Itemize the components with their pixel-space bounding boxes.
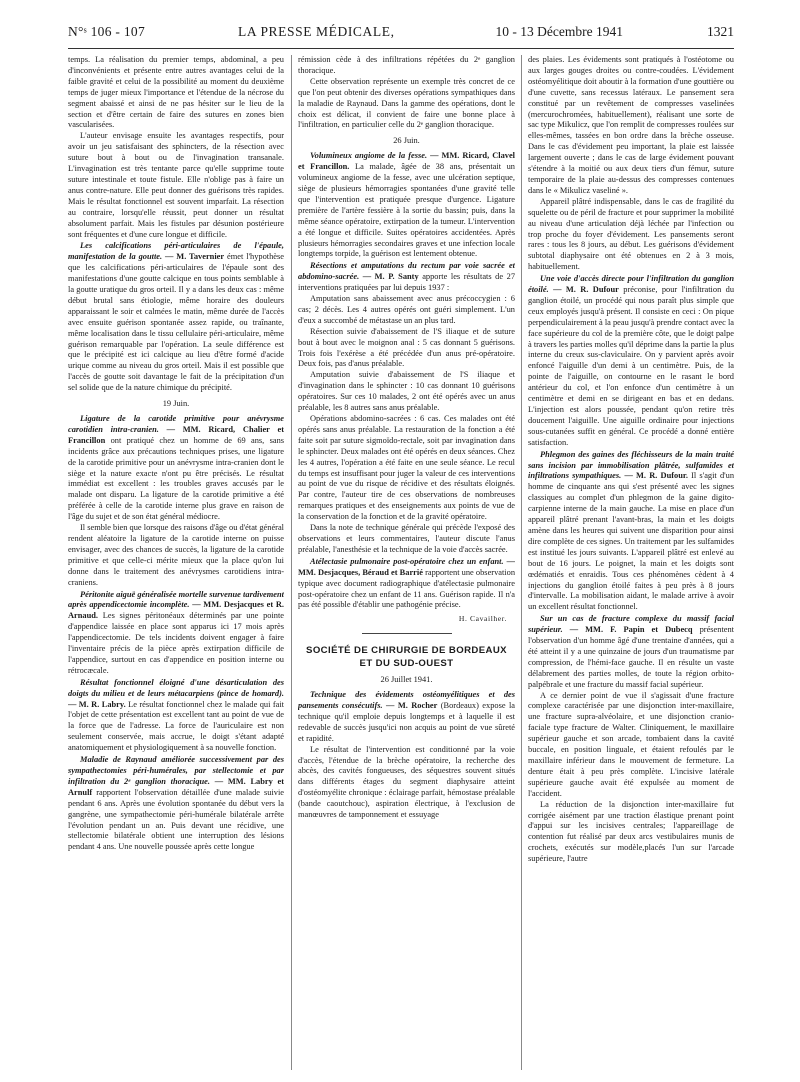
paragraph: Appareil plâtré indispensable, dans le cas de fragilité du squelette ou de péril de fracture et pour supprimer la mobilité au niveau d'une articulation déjà léchée par l'infection ou trop proche du foyer d'évidement. Les pansements seront rares : tous les 8 jours, au début. Les guérisons d'évidement subtotal diaphysaire ont été obtenues en 2 à 3 mois, habituellement. [528, 196, 734, 272]
article-author: — M. Rocher [386, 701, 438, 711]
article-title: Résections et amputations du rectum par voie sacrée et abdomino-sacrée. [298, 261, 515, 282]
article-ganglion-etoile [528, 274, 734, 449]
article-title: Sur un cas de fracture complexe du massif facial supérieur. [528, 614, 734, 635]
article-author: — MM. Ricard, Clavel et Francillon. [298, 151, 515, 172]
article-author: — MM. Desjacques, Béraud et Barrié [298, 556, 515, 577]
article-text: Le résultat fonctionnel chez le malade qui fait l'objet de cette présentation est excellent tant au point de vue de la force que de l'adresse. La force de l'auriculaire est non seulement conservée, mais accrue, le doigt s'étant adapté anatomiquement et physiologiquement à sa nouvelle fonction. [68, 699, 284, 753]
article-title: Technique des évidements ostéomyélitiques et des pansements consécutifs. [298, 690, 515, 711]
article-title: Une voie d'accès directe pour l'infiltration du ganglion étoilé. [528, 274, 734, 295]
article-fracture-massif-facial [528, 614, 734, 690]
article-desarticulation [68, 678, 284, 754]
article-title: Volumineux angiome de la fesse. [310, 151, 428, 161]
article-text: rapportent une observation typique avec document radiographique d'atélectasie pulmonaire post-opératoire chez un enfant de 11 ans. Guérison rapide. Il n'a pas été possible d'établir une pathogénie précise. [298, 567, 515, 610]
society-region: ET DU SUD-OUEST [359, 658, 454, 670]
article-peritonite [68, 590, 284, 677]
article-angiome [298, 151, 515, 260]
article-text: émet l'hypothèse que les calcifications péri-articulaires de l'épaule sont des manifestations d'une goutte calcique en tous points semblable à la goutte uratique du gros orteil. Il y a dans les deux cas : même début brutal sans étiologie, même horaire des douleurs apparaissant le soir et calmées le matin, même durée de l'accès avec ensuite guérison spontanée assez rapide, ou traînante, même localisation dans le tissu cellulaire péri-articulaire, même guérison remarquable par l'opération. La seule différence est que le précipité est ici calcique au lieu d'être formé d'acide urique comme au niveau du gros orteil. Mais il est possible que l'accès de goutte soit davantage le fait de la précipitation d'un sel solide que de la nature chimique du précipité. [68, 252, 284, 393]
paragraph: La réduction de la disjonction inter-maxillaire fut corrigée aisément par une traction élastique prenant point d'appui sur les incisives centrales; l'appareillage de contention fut réalisé par deux arcs vestibulaires munis de crochets, exécutés sur modèle,placés l'un sur l'arcade supérieure, l'autre [528, 799, 734, 864]
article-phlegmon [528, 450, 734, 614]
column-2 [298, 55, 515, 1075]
article-raynaud [68, 755, 284, 853]
article-author: — MM. Ricard, Chalier et Francillon [68, 424, 284, 445]
article-text: apporte les résultats de 27 interventions pratiquées par lui depuis 1937 : [298, 272, 515, 293]
paragraph: A ce dernier point de vue il s'agissait d'une fracture complexe caractérisée par une disjonction inter-maxillaire, une fracture supra-alvéolaire, et une disjonction cranio-faciale type fracture de Walter. Cliniquement, le maxillaire supérieur gauche et son arcade, tombaient dans la cavité buccale, en position linguale, et étaient refoulés par le maxillaire inférieur dans le mouvement de fermeture. La denture était à peu près complète. L'incisive latérale supérieure gauche avait été expulsée au moment de l'accident. [528, 690, 734, 798]
article-calcifications [68, 241, 284, 394]
article-author: — MM. Desjacques et R. Arnaud. [68, 600, 284, 621]
article-text: préconise, pour l'infiltration du ganglion étoilé, un procédé qui nous paraît plus simple que ceux employés jusqu'à présent. Il consiste en ceci : On pique perpendiculairement à la peau jusqu'à prendre contact avec la face supérieure du col de la première côte, que le doigt palpe à travers les parties molles qu'il déprime dans la partie la plus interne du creux sus-claviculaire. On y parvient après avoir enfoncé l'aiguille d'un demi à un centimètre. Puis, de la pointe de l'aiguille, on contourne en le rasant le bord antérieur du col, et l'on enfonce d'un centimètre à un centimètre et demi en se dirigeant en bas et en dedans. L'injection est alors poussée, pendant qu'on retire très doucement l'aiguille. Une aiguille ordinaire pour injections sous-cutanées suffit en général. Ce procédé a donné entière satisfaction. [528, 285, 734, 447]
paragraph: rémission cède à des infiltrations répétées du 2ᵉ ganglion thoracique. [298, 55, 515, 75]
issue-date: 10 - 13 Décembre 1941 [495, 24, 623, 39]
paragraph: Cette observation représente un exemple très concret de ce que l'on peut obtenir des diverses opérations sympathiques dans la maladie de Raynaud. Dans la gamme des opérations, dont le choix est délicat, il convient de faire une bonne place à l'infiltration, en particulier celle du 2ᵉ ganglion thoracique. [298, 76, 515, 130]
paragraph: Dans la note de technique générale qui précède l'exposé des observations et leurs commentaires, l'auteur discute l'anus préalable, l'anesthésie et la technique de la voie d'accès sacrée. [298, 523, 515, 554]
article-text: Il s'agit d'un homme de cinquante ans qui s'est présenté avec les signes classiques au complet d'un phlegmon de la gaine digito-carpienne interne de la main gauche. La mise en place d'un appareil plâtré prenant l'avant-bras, la main et les doigts amène dans les heures qui suivent une disparition pour ainsi dire complète de ces signes. Un traitement par les sulfamides est institué les jours suivants. L'appareil plâtré est enlevé au bout de 16 jours. Le poignet, la main et les doigts sont œdématiés et enraidis. Tous ces phénomènes cèdent à 4 injections du ganglion étoilé faites à peu près à 8 jours d'intervalle. La mobilisation aidant, le malade arrive à avoir un excellent résultat fonctionnel. [528, 471, 734, 612]
session-date: 19 Juin. [162, 399, 190, 409]
session-date: 26 Juin. [393, 136, 420, 146]
article-resections-rectum [298, 261, 515, 294]
society-name: SOCIÉTÉ DE CHIRURGIE DE BORDEAUX [306, 645, 507, 657]
article-author: — M. P. Santy [362, 272, 419, 282]
page-header [68, 24, 734, 46]
article-text: présentent l'observation d'un homme âgé d'une trentaine d'années, qui a été atteint il y a une quinzaine de jours d'un traumatisme par compression, de l'hémi-face gauche. Il en résulte un vaste délabrement des parties molles, de toute la région orbito-palpébrale et une fracture du massif facial supérieur. [528, 625, 734, 689]
column-divider [521, 55, 522, 1070]
article-author: — MM. F. Papin et Dubecq [569, 625, 693, 635]
issue-number: N°ˢ 106 - 107 [68, 24, 146, 39]
page-number: 1321 [707, 24, 734, 39]
article-ligature-carotide [68, 414, 284, 523]
article-text: ont pratiqué chez un homme de 69 ans, sans incidents grâce aux précautions techniques prises, une ligature de la carotide primitive pour un anévrysme intra-cranien dont le siège et la nature exacte n'ont pu être précisés. Le résultat immédiat est excellent : les troubles graves accusés par le malade ont disparu. La ligature de la carotide primitive a été préférée à celle de la carotide interne plus grave en raison de l'âge du sujet et de son état général médiocre. [68, 435, 284, 522]
column-3 [528, 55, 734, 1075]
article-author: — M. Tavernier [165, 252, 225, 262]
article-author: — MM. Labry et Arnulf [68, 776, 284, 797]
article-text: (Bordeaux) expose la technique qu'il emploie depuis longtemps et à laquelle il est redevable de succès jusqu'ici non acquis au point de vue sûreté et rapidité. [298, 701, 515, 743]
article-atelectasie [298, 557, 515, 612]
paragraph: Amputation sans abaissement avec anus précoccygien : 6 cas; 2 décès. Les 4 autres opérés ont guéri simplement. L'un d'eux a succombé de métastase un an plus tard. [298, 294, 515, 325]
article-text: La malade, âgée de 38 ans, présentait un volumineux angiome de la fesse, avec une ulcération septique, siège de plusieurs hémorragies spontanées d'une gravité telle que l'intervention est pratiquée presque d'urgence. Ligature première de l'artère fessière à la sortie du bassin; puis, dans la même séance opératoire, extirpation de la tumeur. L'intervention a été longue et difficile. Suites opératoires accidentées. Après plusieurs hémorragies secondaires graves et une infection locale longtemps torpide, la guérison est lentement obtenue. [298, 162, 515, 259]
paragraph: Résection suivie d'abaissement de l'S iliaque et de suture bout à bout avec le moignon anal : 5 cas donnant 5 guérisons. Trois fois l'exérèse a été précédée d'un anus pré-opératoire. Deux fois, pas d'anus préalable. [298, 326, 515, 369]
paragraph: Amputation suivie d'abaissement de l'S iliaque et d'invagination dans le sphincter : 10 cas donnant 10 guérisons opératoires. Sur ces 10 malades, 2 ont été opérés avec un anus préalable, les 8 autres sans anus préalable. [298, 370, 515, 413]
society-heading [298, 644, 515, 670]
article-title: Résultat fonctionnel éloigné d'une désarticulation des doigts du milieu et de leurs métacarpiens (pince de homard). [68, 677, 284, 698]
session-date: 26 Juillet 1941. [380, 675, 433, 685]
article-title: Ligature de la carotide primitive pour anévrysme carotidien intra-cranien. [68, 414, 284, 434]
paragraph: des plaies. Les évidements sont pratiqués à l'ostéotome ou aux larges gouges droites ou contre-coudées. L'évidement ostéomyélitique doit aboutir à la formation d'une gouttière ou d'une cuvette, sans recessus latéraux. Le pansement sera constitué par un revêtement de compresses vaselinées (mercurochromées, habituellement), réalisant une sorte de sac type Mikulicz, que l'on remplit de compresses roulées sur elles-mêmes, tassées en bon ordre dans la brèche osseuse. Dans le cas d'évidement peu important, la plaie est laissée largement ouverte ; dans le cas de large évidement pouvant s'étendre à la moitié ou aux deux tiers d'un fémur, suture temporaire de la plaie au-dessus des compresses contenues dans le « Mikulicz vaseliné ». [528, 55, 734, 195]
paragraph: Le résultat de l'intervention est conditionné par la voie d'accès, l'étendue de la brèche opératoire, la recherche des abcès, des cavités fongueuses, des séquestres souvent situés dans différents étages du segment diaphysaire atteint d'ostéomyélite chronique : éclairage parfait, hémostase préalable (bande caoutchouc), aspiration électrique, à l'exclusion de manœuvres de tamponnement et essuyage [298, 744, 515, 820]
column-divider [291, 55, 292, 1070]
article-author: — M. R. Dufour [553, 285, 619, 295]
article-evidements [298, 690, 515, 745]
paragraph: L'auteur envisage ensuite les avantages respectifs, pour avoir un jeu satisfaisant des sphincters, de la résection avec suture bout à bout ou de l'invagination transanale. L'invagination est très tentante parce qu'elle supprime toute suture intestinale et toute fistule. Elle n'oblige pas à faire un anus contre-nature. Elle peut donner des guérisons très rapides. Mais le résultat fonctionnel est souvent imparfait. La résection au contraire, lorsqu'elle réussit, peut donner un résultat absolument parfait. Mais les fistules par désunion postérieure sont fréquentes et d'une cure longue et difficile. [68, 131, 284, 239]
column-1 [68, 55, 284, 1075]
article-title: Les calcifications péri-articulaires de l'épaule, manifestation de la goutte. [68, 241, 284, 262]
article-title: Phlegmon des gaines des fléchisseurs de la main traité sans incision par immobilisation plâtrée, sulfamides et infiltrations sympathiques. [528, 449, 734, 481]
signature: H. Cavailher. [458, 614, 507, 624]
paragraph: Il semble bien que lorsque des raisons d'âge ou d'état général rendent aléatoire la ligature de la carotide interne on puisse envisager, avec des chances de succès, la ligature de la carotide primitive et que celle-ci mérite mieux que la place qu'on lui donne dans le traitement des anévrysmes carotidiens intra-craniens. [68, 523, 284, 587]
article-author: — M. R. Labry. [68, 699, 126, 709]
article-text: Les signes péritonéaux déterminés par une pointe d'appendice laissée en place sont apparus ici 17 mois après l'appendicectomie. De tels incidents doivent engager à faire l'inventaire précis de la pièce après extirpation difficile de l'appendice, surtout en cas d'appendice en position interne ou rétrocæcale. [68, 611, 284, 675]
article-title: Atélectasie pulmonaire post-opératoire chez un enfant. [310, 556, 504, 566]
paragraph: temps. La réalisation du premier temps, abdominal, a peu d'inconvénients et présente entre autres avantages celui de la faible gravité et celui de la possibilité au moment du deuxième temps de juger mieux l'importance et l'étendue de la nécrose du segment abaissé et ainsi de ne pas hésiter sur le lieu de la section et d'être certain de faire des sutures en zones bien vascularisées. [68, 55, 284, 130]
section-rule [362, 633, 452, 634]
header-rule [68, 48, 734, 49]
article-title: Péritonite aiguë généralisée mortelle survenue tardivement après appendicectomie incomplète. [68, 589, 284, 610]
article-title: Maladie de Raynaud améliorée successivement par des sympathectomies péri-humérales, par stellectomie et par infiltration du 2ᵉ ganglion thoracique. [68, 755, 284, 786]
article-text: rapportent l'observation détaillée d'une malade suivie pendant 6 ans. Après une évolution spontanée du début vers la gangrène, une sympathectomie péri-humérale bilatérale arrête l'évolution pendant un an. Puis devant une récidive, une stellectomie bilatérale obtient une interruption des lésions pendant 4 ans. Une nouvelle poussée après cette longue [68, 787, 284, 852]
article-author: — M. R. Dufour. [624, 471, 688, 481]
journal-title: LA PRESSE MÉDICALE, [238, 24, 395, 39]
paragraph: Opérations abdomino-sacrées : 6 cas. Ces malades ont été opérés sans anus préalable. La restauration de la fonction a été faite soit par suture sigmoïdo-rectale, soit par invagination dans le sphincter. Deux malades ont été opérés en deux séances. Chez les 4 autres, l'opération a été faite en une seule séance. Le recul du temps est insuffisant pour juger la valeur de ces interventions au point de vue du risque de récidive et des résultats éloignés. Par contre, l'auteur tire de ces observations de nombreuses remarques pratiques et des enseignements aux points de vue de la conservation de la fonction et de la gravité opératoire. [298, 414, 515, 522]
